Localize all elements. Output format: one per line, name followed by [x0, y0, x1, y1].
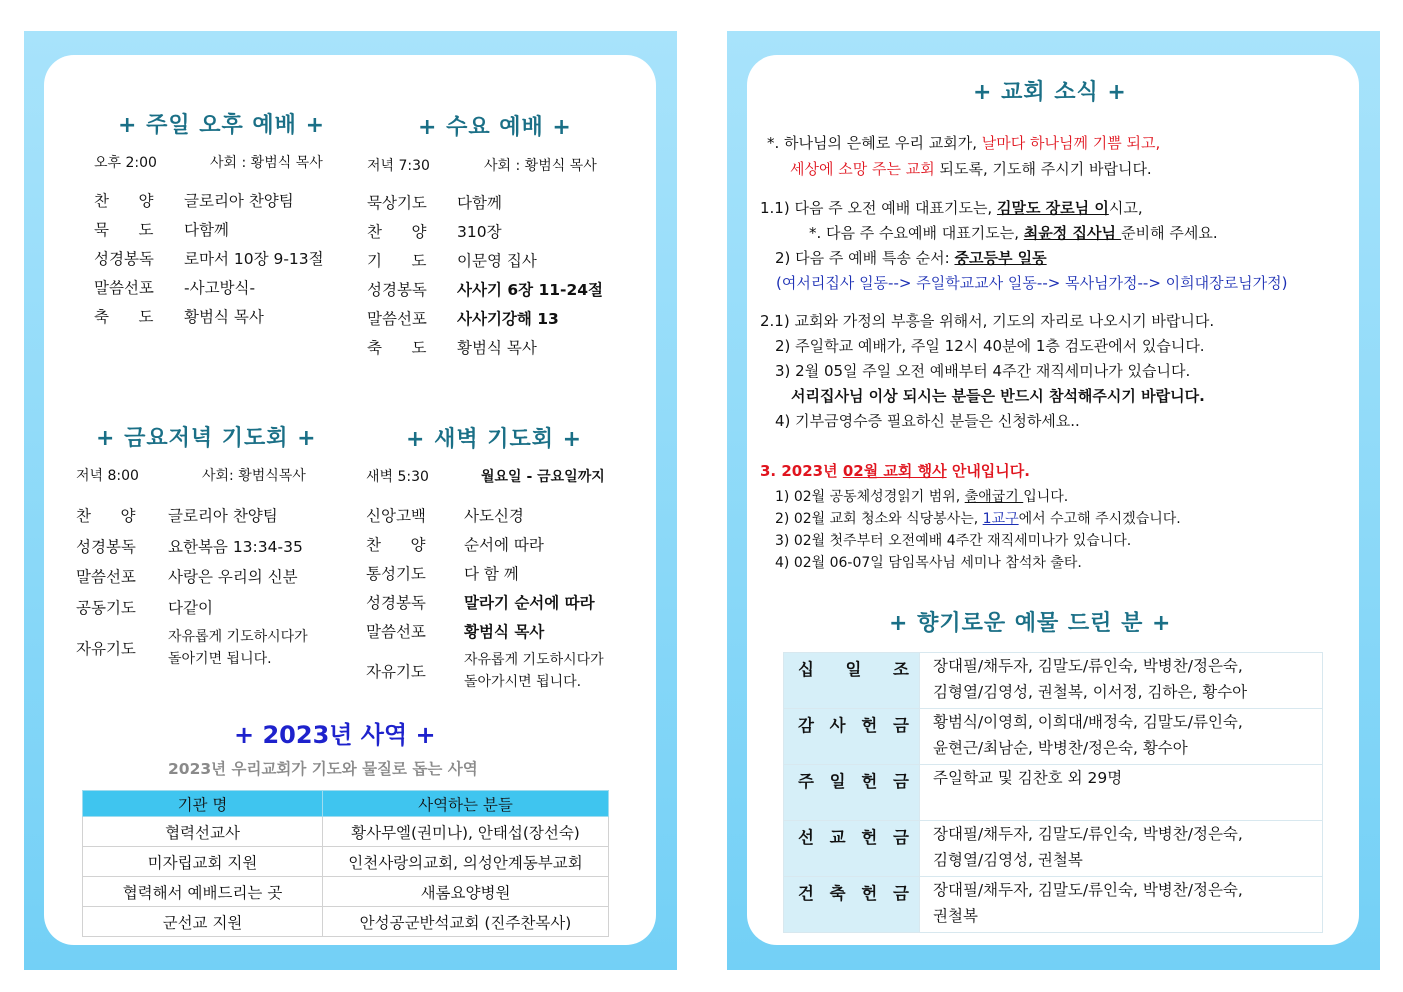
order-item: [94, 247, 324, 269]
offering-names: [920, 877, 1323, 933]
offering-category-label: 감 사 헌 금: [798, 716, 909, 735]
order-item-value: 로마서 10장 9-13절: [184, 250, 324, 268]
news-3-t2: 02월 교회 행사: [842, 462, 947, 480]
news-intro-l1a: *. 하나님의 은혜로 우리 교회가,: [767, 134, 982, 152]
ministry-people-cell: 황사무엘(권미나), 안태섭(장선숙): [323, 817, 609, 847]
news-intro-l1b: 날마다 하나님께 기쁨 되고,: [981, 134, 1161, 152]
order-item-value: 사랑은 우리의 신분: [168, 568, 298, 586]
news-intro-l2a: 세상에 소망 주는 교회: [790, 160, 935, 178]
news-1-line1: [760, 197, 1143, 218]
friday-time: 저녁 8:00: [76, 468, 139, 484]
offering-category-label: 선 교 헌 금: [798, 828, 909, 847]
order-item-value: 다함께: [184, 221, 229, 239]
order-item-label: 기 도: [367, 252, 427, 270]
order-item: [367, 336, 537, 358]
order-item: [367, 278, 603, 300]
order-item-label: 자유기도: [366, 663, 426, 681]
order-item-label: 말씀선포: [366, 623, 426, 641]
news-1-b2: 최윤정 집사님: [1023, 224, 1122, 242]
news-3-a3: 입니다.: [1023, 489, 1069, 505]
order-item-value-line: 돌아기면 됩니다.: [168, 651, 272, 667]
order-item: [366, 649, 604, 693]
news-intro-line2: [790, 158, 1152, 179]
order-item: [367, 220, 502, 242]
news-1-line4: (여서리집사 일동--> 주일학교교사 일동--> 목사님가정--> 이희대장로님가정): [776, 274, 1288, 292]
order-item-value: 다같이: [168, 598, 213, 617]
order-item-label: 찬 양: [94, 192, 154, 210]
order-item-label: 통성기도: [366, 565, 426, 583]
offering-names-line: 황범식/이영희, 이희대/배정숙, 김말도/류인숙,: [933, 713, 1243, 731]
right-page-panel: [727, 31, 1380, 970]
ministry-org-cell: 협력해서 예배드리는 곳: [83, 877, 323, 907]
offering-category-label: 십 일 조: [798, 660, 909, 679]
news-1-c1: 2) 다음 주 예배 특송 순서:: [775, 249, 955, 267]
church-news-title: + 교회 소식 +: [973, 80, 1127, 105]
news-3-b2: 1교구: [982, 511, 1019, 527]
order-item-value: 사사기강해 13: [457, 310, 559, 328]
order-item-value: 다함께: [457, 194, 502, 212]
offering-row: [784, 653, 1323, 709]
order-item-label: 말씀선포: [76, 568, 136, 586]
offering-row: [784, 877, 1323, 933]
news-2-line1: 2.1) 교회와 가정의 부흥을 위해서, 기도의 자리로 나오시기 바랍니다.: [760, 312, 1215, 330]
dawn-title: + 새벽 기도회 +: [406, 427, 583, 452]
news-2-line2: 2) 주일학교 예배가, 주일 12시 40분에 1층 검도관에서 있습니다.: [775, 337, 1205, 355]
news-3-line2: [775, 508, 1181, 528]
order-item-label: 묵 도: [94, 221, 154, 239]
news-2-line5: 4) 기부금영수증 필요하신 분들은 신청하세요..: [775, 412, 1080, 430]
ministry-org-cell: 미자립교회 지원: [83, 847, 323, 877]
ministry-subtitle: 2023년 우리교회가 기도와 물질로 돕는 사역: [168, 760, 478, 778]
order-item-value: 황범식 목사: [184, 308, 264, 326]
news-3-title: [760, 460, 1030, 481]
order-item-label: 자유기도: [76, 640, 136, 658]
order-item-value: 황범식 목사: [464, 623, 545, 641]
order-item: [366, 591, 595, 613]
order-item-value: 글로리아 찬양팀: [168, 507, 278, 525]
order-item-label: 말씀선포: [94, 279, 154, 297]
order-item-label: 성경봉독: [76, 537, 136, 556]
news-3-t3: 안내입니다.: [946, 462, 1030, 480]
order-item-value: 사도신경: [464, 507, 524, 525]
order-item-value: -사고방식-: [184, 279, 256, 297]
order-item: [366, 620, 544, 642]
order-item-value: 310장: [457, 223, 502, 241]
news-1-b1: *. 다음 주 수요예배 대표기도는,: [809, 224, 1024, 242]
order-item: [367, 191, 502, 213]
order-item-value-line: 자유롭게 기도하시다가: [464, 652, 604, 668]
ministry-table-row: [83, 847, 609, 877]
order-item-label: 묵상기도: [367, 194, 427, 212]
order-item: [76, 535, 303, 557]
offering-names-line: [933, 791, 1322, 817]
wednesday-title: + 수요 예배 +: [418, 115, 572, 140]
order-item-value: 황범식 목사: [457, 339, 537, 357]
news-intro-line1: [767, 132, 1160, 153]
ministry-col-people: 사역하는 분들: [323, 791, 609, 817]
ministry-col-org: 기관 명: [83, 791, 323, 817]
news-2-line4: 서리집사님 이상 되시는 분들은 반드시 참석해주시기 바랍니다.: [791, 387, 1205, 405]
offering-names-line: 장대필/채두자, 김말도/류인숙, 박병찬/정은숙,: [933, 825, 1243, 843]
sunday-afternoon-leader: 사회 : 황범식 목사: [210, 155, 323, 171]
offering-names-line: 주일학교 및 김찬호 외 29명: [933, 769, 1123, 787]
order-item-label: 찬 양: [76, 507, 136, 525]
offering-names: [920, 765, 1323, 821]
order-item-label: 성경봉독: [94, 250, 154, 268]
news-3-a2: 출애굽기: [964, 489, 1024, 505]
ministry-org-cell: 군선교 지원: [83, 907, 323, 937]
news-3-line3: 3) 02월 첫주부터 오전예배 4주간 재직세미나가 있습니다.: [775, 533, 1132, 549]
ministry-table-row: [83, 817, 609, 847]
offering-names-line: 김형열/김영성, 권철복: [933, 851, 1083, 869]
order-item: [94, 189, 294, 211]
offering-table: [783, 652, 1323, 933]
offering-names-line: 장대필/채두자, 김말도/류인숙, 박병찬/정은숙,: [933, 657, 1243, 675]
order-item-value: 요한복음 13:34-35: [168, 537, 303, 556]
friday-title: + 금요저녁 기도회 +: [96, 426, 317, 451]
order-item-value: 이문영 집사: [457, 252, 537, 270]
order-item-value: 글로리아 찬양팀: [184, 192, 294, 210]
order-item-label: 신앙고백: [366, 507, 426, 525]
order-item: [76, 596, 213, 618]
order-item: [76, 565, 298, 587]
offering-category: [784, 765, 920, 821]
order-item: [367, 307, 559, 329]
order-item: [366, 504, 524, 526]
ministry-people-cell: 안성공군반석교회 (진주찬목사): [323, 907, 609, 937]
order-item: [76, 504, 278, 526]
order-item-label: 성경봉독: [367, 281, 427, 299]
news-1-b3: 준비해 주세요.: [1121, 224, 1218, 242]
order-item: [76, 626, 308, 670]
order-item: [94, 276, 255, 298]
left-page-card: [44, 55, 656, 945]
news-1-line3: [775, 247, 1047, 268]
ministry-table-header: [83, 791, 609, 817]
offering-names-line: 윤현근/최남순, 박병찬/정은숙, 황수아: [933, 739, 1188, 757]
ministry-org-cell: 협력선교사: [83, 817, 323, 847]
ministry-table-row: [83, 877, 609, 907]
news-3-a1: 1) 02월 공동체성경읽기 범위,: [775, 489, 965, 505]
order-item-value-line: 자유롭게 기도하시다가: [168, 629, 308, 645]
offering-names: [920, 821, 1323, 877]
wednesday-time: 저녁 7:30: [367, 158, 430, 174]
left-page-panel: [24, 31, 677, 970]
order-item-label: 말씀선포: [367, 310, 427, 328]
news-1-c2: 중고등부 일동: [954, 249, 1047, 267]
dawn-time: 새벽 5:30: [366, 469, 429, 485]
dawn-days: 월요일 - 금요일까지: [481, 469, 605, 485]
friday-leader: 사회: 황범식목사: [202, 468, 306, 484]
order-item-label: 축 도: [367, 339, 427, 357]
news-3-line4: 4) 02월 06-07일 담임목사님 세미나 참석차 출타.: [775, 555, 1082, 571]
offering-title: + 향기로운 예물 드린 분 +: [889, 611, 1172, 636]
order-item-label: 성경봉독: [366, 594, 426, 612]
order-item: [94, 305, 264, 327]
order-item-value: 순서에 따라: [464, 536, 544, 554]
order-item-label: 찬 양: [366, 536, 426, 554]
order-item-value: 다 함 께: [464, 565, 519, 583]
order-item-label: 축 도: [94, 308, 154, 326]
offering-names: [920, 653, 1323, 709]
ministry-people-cell: 새롬요양병원: [323, 877, 609, 907]
offering-category: [784, 877, 920, 933]
ministry-title: + 2023년 사역 +: [234, 721, 436, 749]
order-item: [94, 218, 229, 240]
ministry-table-row: [83, 907, 609, 937]
news-3-line1: [775, 486, 1068, 506]
ministry-table: [82, 790, 609, 937]
order-item-label: 찬 양: [367, 223, 427, 241]
news-1-a2: 김말도 장로님 이: [996, 199, 1109, 217]
sunday-afternoon-time: 오후 2:00: [94, 155, 157, 171]
offering-names: [920, 709, 1323, 765]
right-page-card: [747, 55, 1359, 945]
offering-category: [784, 709, 920, 765]
ministry-people-cell: 인천사랑의교회, 의성안계동부교회: [323, 847, 609, 877]
order-item: [367, 249, 537, 271]
offering-row: [784, 765, 1323, 821]
offering-category: [784, 653, 920, 709]
offering-names-line: 권철복: [933, 907, 978, 925]
news-3-b1: 2) 02월 교회 청소와 식당봉사는,: [775, 511, 983, 527]
news-1-a3: 시고,: [1108, 199, 1143, 217]
sunday-afternoon-title: + 주일 오후 예배 +: [118, 113, 326, 138]
news-2-line3: 3) 2월 05일 주일 오전 예배부터 4주간 재직세미나가 있습니다.: [775, 362, 1191, 380]
news-1-a1: 1.1) 다음 주 오전 예배 대표기도는,: [760, 199, 997, 217]
order-item-value: 말라기 순서에 따라: [464, 594, 595, 612]
news-1-line2: [809, 222, 1218, 243]
order-item: [366, 562, 519, 584]
order-item: [366, 533, 544, 555]
offering-category: [784, 821, 920, 877]
offering-names-line: 장대필/채두자, 김말도/류인숙, 박병찬/정은숙,: [933, 881, 1243, 899]
offering-row: [784, 821, 1323, 877]
news-3-t1: 3. 2023년: [760, 462, 843, 480]
wednesday-leader: 사회 : 황범식 목사: [484, 158, 597, 174]
order-item-value: 사사기 6장 11-24절: [457, 281, 604, 299]
offering-category-label: 주 일 헌 금: [798, 772, 909, 791]
offering-names-line: 김형열/김영성, 권철복, 이서정, 김하은, 황수아: [933, 683, 1248, 701]
offering-row: [784, 709, 1323, 765]
offering-category-label: 건 축 헌 금: [798, 884, 909, 903]
order-item-value-line: 돌아가시면 됩니다.: [464, 674, 582, 690]
news-intro-l2b: 되도록, 기도해 주시기 바랍니다.: [934, 160, 1152, 178]
order-item-label: 공동기도: [76, 598, 136, 617]
news-3-b3: 에서 수고해 주시겠습니다.: [1018, 511, 1181, 527]
